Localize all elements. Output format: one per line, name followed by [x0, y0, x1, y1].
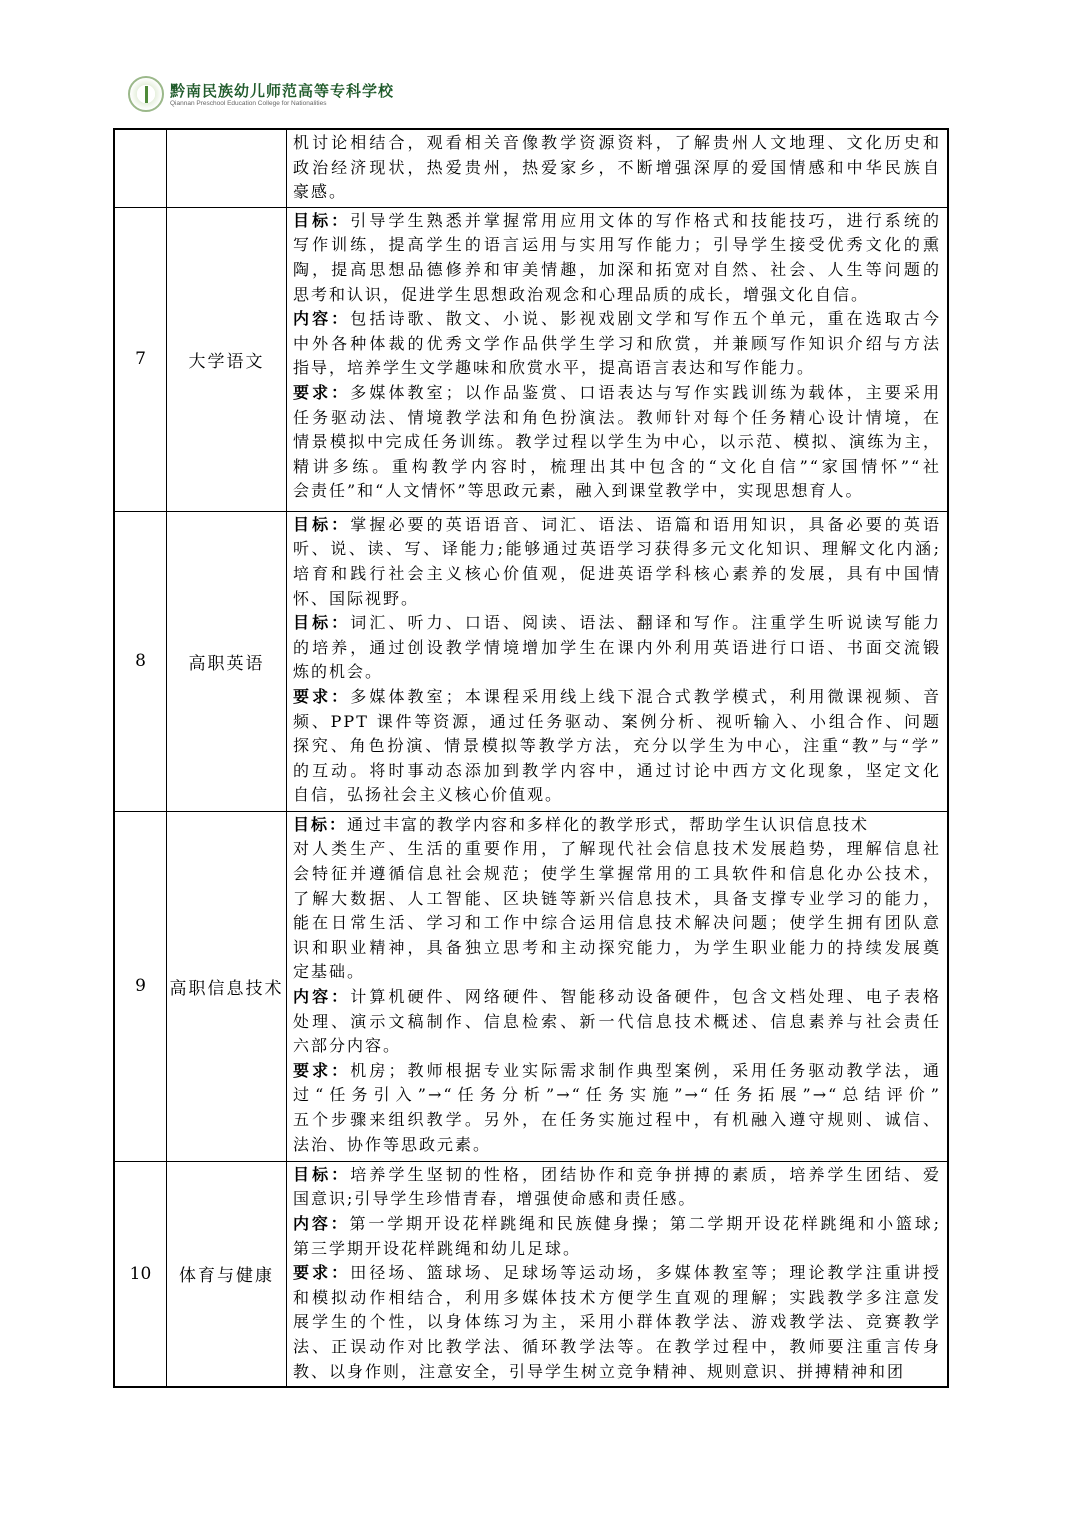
text-line: [293, 837, 941, 862]
course-row: [114, 1161, 948, 1387]
line-text: 能在日常生活、学习和工作中综合运用信息技术解决问题；使学生拥有团队意: [293, 913, 941, 933]
line-text: 五个步骤来组织教学。另外，在任务实施过程中，有机融入遵守规则、诚信、: [293, 1109, 941, 1129]
text-line: [293, 233, 941, 258]
line-text: 定基础。: [293, 962, 366, 982]
text-line: [293, 1237, 941, 1262]
line-text: 指导，培养学生文学趣味和欣赏水平，提高语言表达和写作能力。: [293, 358, 816, 378]
text-line: [293, 258, 941, 283]
course-row: [114, 811, 948, 1161]
line-text: 国意识;引导学生珍惜青春，增强使命感和责任感。: [293, 1189, 697, 1209]
line-text: 探究、角色扮演、情景模拟等教学方法，充分以学生为中心，注重“教”与“学”: [293, 736, 941, 756]
text-line: [293, 1034, 941, 1059]
line-text: 识和职业精神，具备独立思考和主动探究能力，为学生职业能力的持续发展奠: [293, 937, 941, 957]
line-text: 会特征并遵循信息社会规范；使学生掌握常用的工具软件和信息化办公技术，: [293, 863, 941, 883]
section-label: 目标：: [293, 210, 351, 230]
line-text: 过“任务引入”→“任务分析”→“任务实施”→“任务拓展”→“总结评价”: [293, 1085, 941, 1105]
line-text: 政治经济现状，热爱贵州，热爱家乡，不断增强深厚的爱国情感和中华民族自: [293, 157, 941, 177]
section-label: 内容：: [293, 1213, 350, 1233]
line-text: 了解大数据、人工智能、区块链等新兴信息技术，具备支撑专业学习的能力，: [293, 888, 941, 908]
line-text: 豪感。: [293, 182, 348, 202]
text-line: [293, 180, 941, 205]
text-line: [293, 1212, 941, 1237]
text-line: [293, 1187, 941, 1212]
line-text: 法、正误动作对比教学法、循环教学法等。在教学过程中，教师要注重言传身: [293, 1336, 941, 1356]
section-label: 目标：: [293, 1164, 351, 1184]
course-name: 高职英语: [167, 511, 287, 811]
text-line: [293, 636, 941, 661]
course-description: [287, 811, 949, 1161]
line-text: 包括诗歌、散文、小说、影视戏剧文学和写作五个单元，重在选取古今: [350, 309, 941, 329]
text-line: [293, 759, 941, 784]
text-line: [293, 381, 941, 406]
section-label: 内容：: [293, 986, 351, 1006]
text-line: [293, 1286, 941, 1311]
text-line: [293, 307, 941, 332]
section-label: 目标：: [293, 514, 351, 534]
text-line: [293, 430, 941, 455]
text-line: [293, 1083, 941, 1108]
line-text: 培养学生坚韧的性格，团结协作和竞争拼搏的素质，培养学生团结、爱: [350, 1164, 941, 1184]
line-text: 写作训练，提高学生的语言运用与实用写作能力；引导学生接受优秀文化的熏: [293, 235, 941, 255]
text-line: [293, 131, 941, 156]
line-text: 展学生的个性，以身体练习为主，采用小群体教学法、游戏教学法、竞赛教学: [293, 1312, 941, 1332]
course-row: [114, 207, 948, 511]
text-line: [293, 660, 941, 685]
text-line: [293, 1163, 941, 1188]
text-line: [293, 283, 941, 308]
school-name-en: Qiannan Preschool Education College for Nationalities: [170, 100, 327, 107]
section-label: 目标：: [293, 613, 351, 633]
text-line: [293, 611, 941, 636]
school-name-cn: 黔南民族幼儿师范高等专科学校: [170, 82, 395, 100]
line-text: 引导学生熟悉并掌握常用应用文体的写作格式和技能技巧，进行系统的: [350, 210, 941, 230]
line-text: 教、以身作则，注意安全，引导学生树立竞争精神、规则意识、拼搏精神和团: [293, 1361, 906, 1381]
line-text: 陶，提高思想品德修养和审美情趣，加深和拓宽对自然、社会、人生等问题的: [293, 259, 941, 279]
line-text: 处理、演示文稿制作、信息检索、新一代信息技术概述、信息素养与社会责任: [293, 1011, 941, 1031]
line-text: 机房；教师根据专业实际需求制作典型案例，采用任务驱动教学法，通: [350, 1060, 941, 1080]
text-line: [293, 537, 941, 562]
text-line: [293, 209, 941, 234]
line-text: 会责任”和“人文情怀”等思政元素，融入到课堂教学中，实现思想育人。: [293, 481, 864, 501]
line-text: 任务驱动法、情境教学法和角色扮演法。教师针对每个任务精心设计情境，在: [293, 407, 941, 427]
course-description: [287, 129, 949, 207]
line-text: 多媒体教室；以作品鉴赏、口语表达与写作实践训练为载体，主要采用: [350, 382, 941, 402]
line-text: 法治、协作等思政元素。: [293, 1134, 492, 1154]
course-number: 8: [114, 511, 167, 811]
text-line: [293, 685, 941, 710]
text-line: [293, 960, 941, 985]
text-line: [293, 1360, 941, 1385]
line-text: 培育和践行社会主义核心价值观，促进英语学科核心素养的发展，具有中国情: [293, 563, 941, 583]
course-number: 9: [114, 811, 167, 1161]
line-text: 掌握必要的英语语音、词汇、语法、语篇和语用知识，具备必要的英语: [350, 514, 941, 534]
course-name: 大学语文: [167, 207, 287, 511]
section-label: 内容：: [293, 309, 351, 329]
page-header: [126, 74, 395, 118]
line-text: 的培养，通过创设教学情境增加学生在课内外利用英语进行口语、书面交流锻: [293, 637, 941, 657]
text-line: [293, 406, 941, 431]
line-text: 通过丰富的教学内容和多样化的教学形式，帮助学生认识信息技术: [347, 814, 870, 834]
line-text: 精讲多练。重构教学内容时，梳理出其中包含的“文化自信”“家国情怀”“社: [293, 456, 941, 476]
line-text: 中外各种体裁的优秀文学作品供学生学习和欣赏，并兼顾写作知识介绍与方法: [293, 333, 941, 353]
text-line: [293, 562, 941, 587]
text-line: [293, 1133, 941, 1158]
text-line: [293, 513, 941, 538]
line-text: 情景模拟中完成任务训练。教学过程以学生为中心，以示范、模拟、演练为主，: [293, 432, 941, 452]
text-line: [293, 813, 941, 838]
line-text: 词汇、听力、口语、阅读、语法、翻译和写作。注重学生听说读写能力: [350, 613, 941, 633]
line-text: 多媒体教室；本课程采用线上线下混合式教学模式，利用微课视频、音: [350, 686, 941, 706]
course-description: [287, 207, 949, 511]
course-row: [114, 129, 948, 207]
course-number: 7: [114, 207, 167, 511]
text-line: [293, 455, 941, 480]
text-line: [293, 862, 941, 887]
course-name: 高职信息技术: [167, 811, 287, 1161]
line-text: 对人类生产、生活的重要作用，了解现代社会信息技术发展趋势，理解信息社: [293, 839, 941, 859]
section-label: 要求：: [293, 1263, 351, 1283]
course-row: [114, 511, 948, 811]
text-line: [293, 1310, 941, 1335]
course-description: [287, 1161, 949, 1387]
section-label: 要求：: [293, 382, 351, 402]
line-text: 思考和认识，促进学生思想政治观念和心理品质的成长，增强文化自信。: [293, 284, 870, 304]
text-line: [293, 783, 941, 808]
line-text: 自信，弘扬社会主义核心价值观。: [293, 785, 564, 805]
line-text: 频、PPT 课件等资源，通过任务驱动、案例分析、视听输入、小组合作、问题: [293, 711, 941, 731]
text-line: [293, 985, 941, 1010]
section-label: 目标：: [293, 814, 348, 834]
text-line: [293, 156, 941, 181]
text-line: [293, 1059, 941, 1084]
text-line: [293, 1261, 941, 1286]
course-name: [167, 129, 287, 207]
text-line: [293, 332, 941, 357]
text-line: [293, 936, 941, 961]
line-text: 怀、国际视野。: [293, 588, 420, 608]
text-line: [293, 911, 941, 936]
course-number: 10: [114, 1161, 167, 1387]
line-text: 听、说、读、写、译能力;能够通过英语学习获得多元文化知识、理解文化内涵;: [293, 539, 941, 559]
line-text: 炼的机会。: [293, 662, 384, 682]
text-line: [293, 710, 941, 735]
section-label: 要求：: [293, 1060, 351, 1080]
line-text: 机讨论相结合，观看相关音像教学资源资料，了解贵州人文地理、文化历史和: [293, 133, 941, 152]
text-line: [293, 587, 941, 612]
text-line: [293, 734, 941, 759]
course-name: 体育与健康: [167, 1161, 287, 1387]
line-text: 第三学期开设花样跳绳和幼儿足球。: [293, 1238, 582, 1258]
text-line: [293, 887, 941, 912]
text-line: [293, 479, 941, 504]
line-text: 第一学期开设花样跳绳和民族健身操；第二学期开设花样跳绳和小篮球;: [349, 1213, 941, 1233]
line-text: 计算机硬件、网络硬件、智能移动设备硬件，包含文档处理、电子表格: [350, 986, 941, 1006]
text-line: [293, 1010, 941, 1035]
line-text: 和模拟动作相结合，利用多媒体技术方便学生直观的理解；实践教学多注意发: [293, 1287, 941, 1307]
course-table: [113, 128, 949, 1388]
school-logo-icon: [128, 76, 164, 112]
text-line: [293, 356, 941, 381]
line-text: 田径场、篮球场、足球场等运动场，多媒体教室等；理论教学注重讲授: [350, 1263, 941, 1283]
line-text: 的互动。将时事动态添加到教学内容中，通过讨论中西方文化现象，坚定文化: [293, 760, 941, 780]
section-label: 要求：: [293, 686, 351, 706]
course-description: [287, 511, 949, 811]
text-line: [293, 1108, 941, 1133]
line-text: 六部分内容。: [293, 1036, 402, 1056]
course-number: [114, 129, 167, 207]
text-line: [293, 1335, 941, 1360]
